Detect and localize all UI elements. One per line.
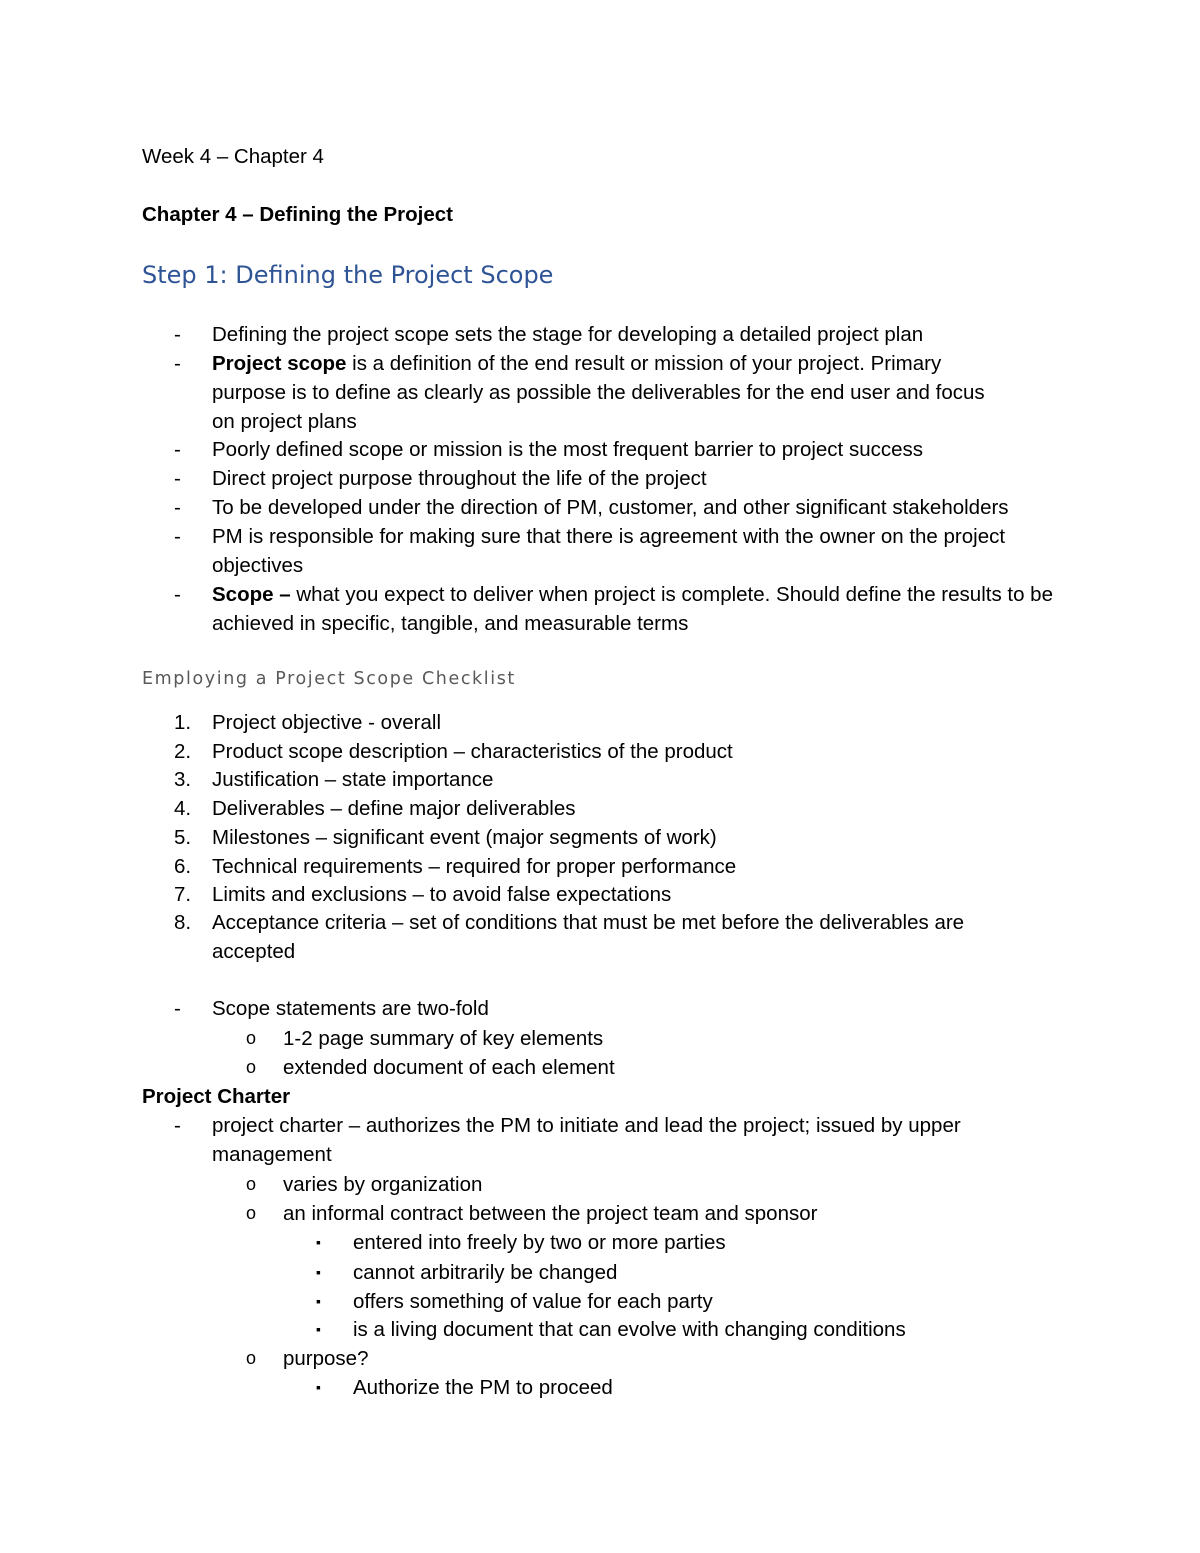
circle-marker: o: [246, 1203, 257, 1223]
term-scope: Scope –: [212, 583, 291, 606]
item-number: 8.: [174, 911, 192, 934]
square-bullet-icon: ▪: [316, 1264, 321, 1280]
list-item-text: Direct project purpose throughout the life of the project: [212, 467, 707, 490]
square-bullet-icon: ▪: [316, 1293, 321, 1309]
item-number: 7.: [174, 883, 192, 906]
list-item-text: cannot arbitrarily be changed: [353, 1261, 618, 1284]
dash-marker: -: [174, 496, 181, 519]
dash-marker: -: [174, 438, 181, 461]
list-item-text: purpose?: [283, 1347, 369, 1370]
list-item-text: what you expect to deliver when project is complete. Should define the results to be achieved in specific, tangible, and measurable terms: [212, 583, 1053, 635]
circle-marker: o: [246, 1057, 257, 1077]
list-item-text: Product scope description – characteristics of the product: [212, 740, 733, 763]
list-item-text: PM is responsible for making sure that there is agreement with the owner on the project objectives: [212, 525, 1006, 577]
item-number: 6.: [174, 855, 192, 878]
list-item-text: varies by organization: [283, 1173, 483, 1196]
item-number: 2.: [174, 740, 192, 763]
dash-marker: -: [174, 323, 181, 346]
term-project-scope: Project scope: [212, 352, 347, 375]
dash-marker: -: [174, 997, 181, 1020]
dash-marker: -: [174, 583, 181, 606]
dash-marker: -: [174, 467, 181, 490]
list-item-text: project charter – authorizes the PM to initiate and lead the project; issued by upper management: [212, 1114, 961, 1166]
dash-marker: -: [174, 352, 181, 375]
circle-marker: o: [246, 1348, 257, 1368]
square-bullet-icon: ▪: [316, 1321, 321, 1337]
list-item-text: is a living document that can evolve with changing conditions: [353, 1318, 906, 1341]
list-item-text: To be developed under the direction of PM, customer, and other significant stakeholders: [212, 496, 1009, 519]
square-bullet-icon: ▪: [316, 1234, 321, 1250]
list-item-text: Defining the project scope sets the stage for developing a detailed project plan: [212, 323, 924, 346]
list-item-text: Justification – state importance: [212, 768, 494, 791]
item-number: 3.: [174, 768, 192, 791]
project-charter-heading: Project Charter: [142, 1085, 291, 1108]
dash-marker: -: [174, 525, 181, 548]
square-bullet-icon: ▪: [316, 1379, 321, 1395]
list-item-text: Milestones – significant event (major segments of work): [212, 826, 717, 849]
list-item-text: Scope statements are two-fold: [212, 997, 489, 1020]
list-item-text: Project objective - overall: [212, 711, 442, 734]
circle-marker: o: [246, 1028, 257, 1048]
item-number: 4.: [174, 797, 192, 820]
list-item-text: Poorly defined scope or mission is the most frequent barrier to project success: [212, 438, 923, 461]
checklist-subheading: Employing a Project Scope Checklist: [142, 669, 516, 689]
week-heading: Week 4 – Chapter 4: [142, 145, 324, 168]
dash-marker: -: [174, 1114, 181, 1137]
item-number: 1.: [174, 711, 192, 734]
list-item-text: an informal contract between the project team and sponsor: [283, 1202, 818, 1225]
list-item-text: Limits and exclusions – to avoid false expectations: [212, 883, 672, 906]
list-item-text: entered into freely by two or more parties: [353, 1231, 726, 1254]
list-item-text: extended document of each element: [283, 1056, 615, 1079]
list-item-text: Authorize the PM to proceed: [353, 1376, 613, 1399]
circle-marker: o: [246, 1174, 257, 1194]
list-item-text: Deliverables – define major deliverables: [212, 797, 576, 820]
chapter-heading: Chapter 4 – Defining the Project: [142, 203, 453, 226]
list-item-text: Technical requirements – required for proper performance: [212, 855, 737, 878]
step1-heading: Step 1: Defining the Project Scope: [142, 261, 554, 289]
item-number: 5.: [174, 826, 192, 849]
list-item-text: is a definition of the end result or mission of your project. Primary purpose is to define as clearly as possible the deliverables for the end user and focus on project plans: [212, 352, 985, 433]
list-item-text: 1-2 page summary of key elements: [283, 1027, 604, 1050]
list-item-text: offers something of value for each party: [353, 1290, 713, 1313]
list-item-text: Acceptance criteria – set of conditions that must be met before the deliverables are accepted: [212, 911, 965, 963]
